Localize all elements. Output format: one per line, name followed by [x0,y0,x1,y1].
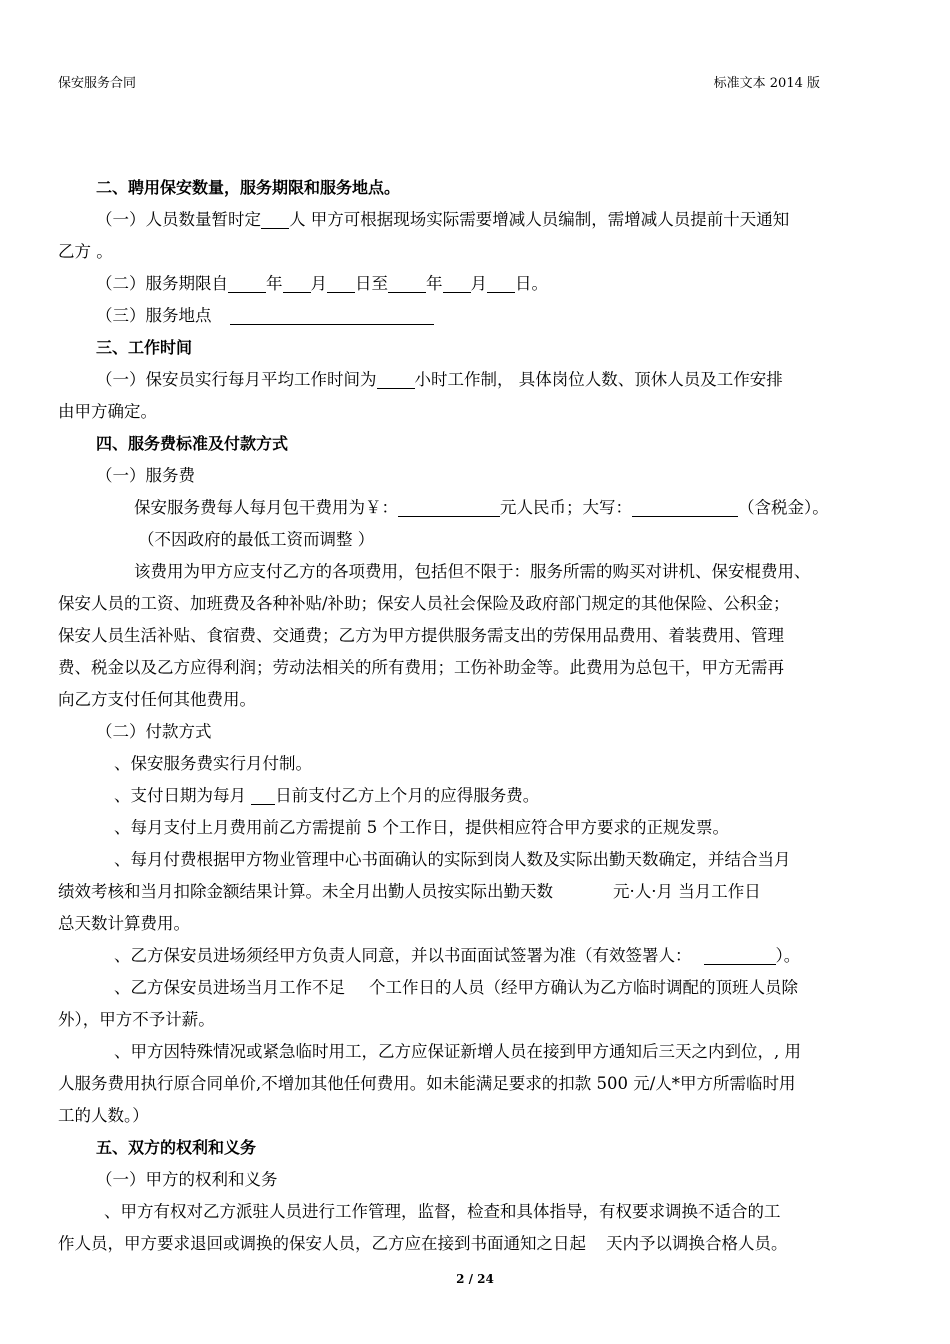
pay-4-cont: 绩效考核和当月扣除金额结果计算。未全月出勤人员按实际出勤天数 元·人·月 当月工作日 [58,882,761,901]
pay-2: 、支付日期为每月 日前支付乙方上个月的应得服务费。 [114,786,540,805]
blank-month-start [283,272,311,293]
header-version: 标准文本 2014 版 [713,76,820,91]
s2-line-2: （二）服务期限自 年 月 日至 年 月 日。 [96,274,548,293]
blank-day-end [487,272,515,293]
section-5-heading: 五、双方的权利和义务 [96,1138,257,1157]
s5-sub-1: （一）甲方的权利和义务 [96,1170,278,1189]
blank-service-location [230,304,434,325]
s4-sub-1: （一）服务费 [96,466,195,485]
blank-hours [377,368,415,389]
blank-headcount [261,208,289,229]
blank-signatory [704,944,776,965]
pay-7-cont: 人服务费用执行原合同单价,不增加其他任何费用。如未能满足要求的扣款 500 元/人*甲方所需临时用 [58,1074,796,1093]
s4-sub-2: （二）付款方式 [96,722,212,741]
section-2-heading: 二、聘用保安数量，服务期限和服务地点。 [96,178,401,197]
fee-desc-1: 该费用为甲方应支付乙方的各项费用，包括但不限于：服务所需的购买对讲机、保安棍费用、 [134,562,811,581]
pay-6: 、乙方保安员进场当月工作不足 个工作日的人员（经甲方确认为乙方临时调配的顶班人员除 [114,978,798,997]
fee-desc-5: 向乙方支付任何其他费用。 [58,690,256,709]
pay-4-end: 总天数计算费用。 [58,914,190,933]
s5-p1-cont: 作人员，甲方要求退回或调换的保安人员，乙方应在接到书面通知之日起 天内予以调换合格人员。 [58,1234,788,1253]
document-body [58,172,892,1260]
s2-line-1-cont: 乙方 。 [58,242,113,261]
section-4-heading: 四、服务费标准及付款方式 [96,434,289,453]
s2-line-3: （三）服务地点 [58,300,892,332]
s5-p1: 、甲方有权对乙方派驻人员进行工作管理，监督，检查和具体指导，有权要求调换不适合的工 [104,1202,781,1221]
s3-line-1: （一）保安员实行每月平均工作时间为 小时工作制， 具体岗位人数、顶休人员及工作安排 [96,370,783,389]
fee-desc-4: 费、税金以及乙方应得利润；劳动法相关的所有费用；工伤补助金等。此费用为总包干，甲方无需再 [58,658,784,677]
page-number: 2 / 24 [456,1272,494,1286]
fee-desc-2: 保安人员的工资、加班费及各种补贴/补助；保安人员社会保险及政府部门规定的其他保险、公积金； [58,594,790,613]
pay-1: 、保安服务费实行月付制。 [114,754,312,773]
fee-note: （不因政府的最低工资而调整 ） [138,530,375,549]
pay-5: 、乙方保安员进场须经甲方负责人同意，并以书面面试签署为准（有效签署人： ）。 [114,946,801,965]
blank-year-start [228,272,266,293]
s3-line-1-cont: 由甲方确定。 [58,402,157,421]
fee-line: 保安服务费每人每月包干费用为￥： 元人民币；大写： （含税金）。 [134,498,829,517]
blank-fee-words [632,496,738,517]
blank-day-start [327,272,355,293]
section-3-heading: 三、工作时间 [96,338,193,357]
blank-fee-amount [398,496,500,517]
pay-7: 、甲方因特殊情况或紧急临时用工，乙方应保证新增人员在接到甲方通知后三天之内到位，, 用 [114,1042,801,1061]
blank-year-end [388,272,426,293]
blank-pay-day [251,784,275,805]
header-title: 保安服务合同 [58,76,137,91]
pay-7-end: 工的人数。） [58,1106,149,1125]
blank-month-end [443,272,471,293]
s2-line-1: （一）人员数量暂时定 人 甲方可根据现场实际需要增减人员编制，需增减人员提前十天通知 [96,210,790,229]
pay-3: 、每月支付上月费用前乙方需提前 5 个工作日，提供相应符合甲方要求的正规发票。 [114,818,729,837]
pay-4: 、每月付费根据甲方物业管理中心书面确认的实际到岗人数及实际出勤天数确定，并结合当月 [114,850,791,869]
pay-6-cont: 外），甲方不予计薪。 [58,1010,215,1029]
fee-desc-3: 保安人员生活补贴、食宿费、交通费；乙方为甲方提供服务需支出的劳保用品费用、着装费用、管理 [58,626,784,645]
